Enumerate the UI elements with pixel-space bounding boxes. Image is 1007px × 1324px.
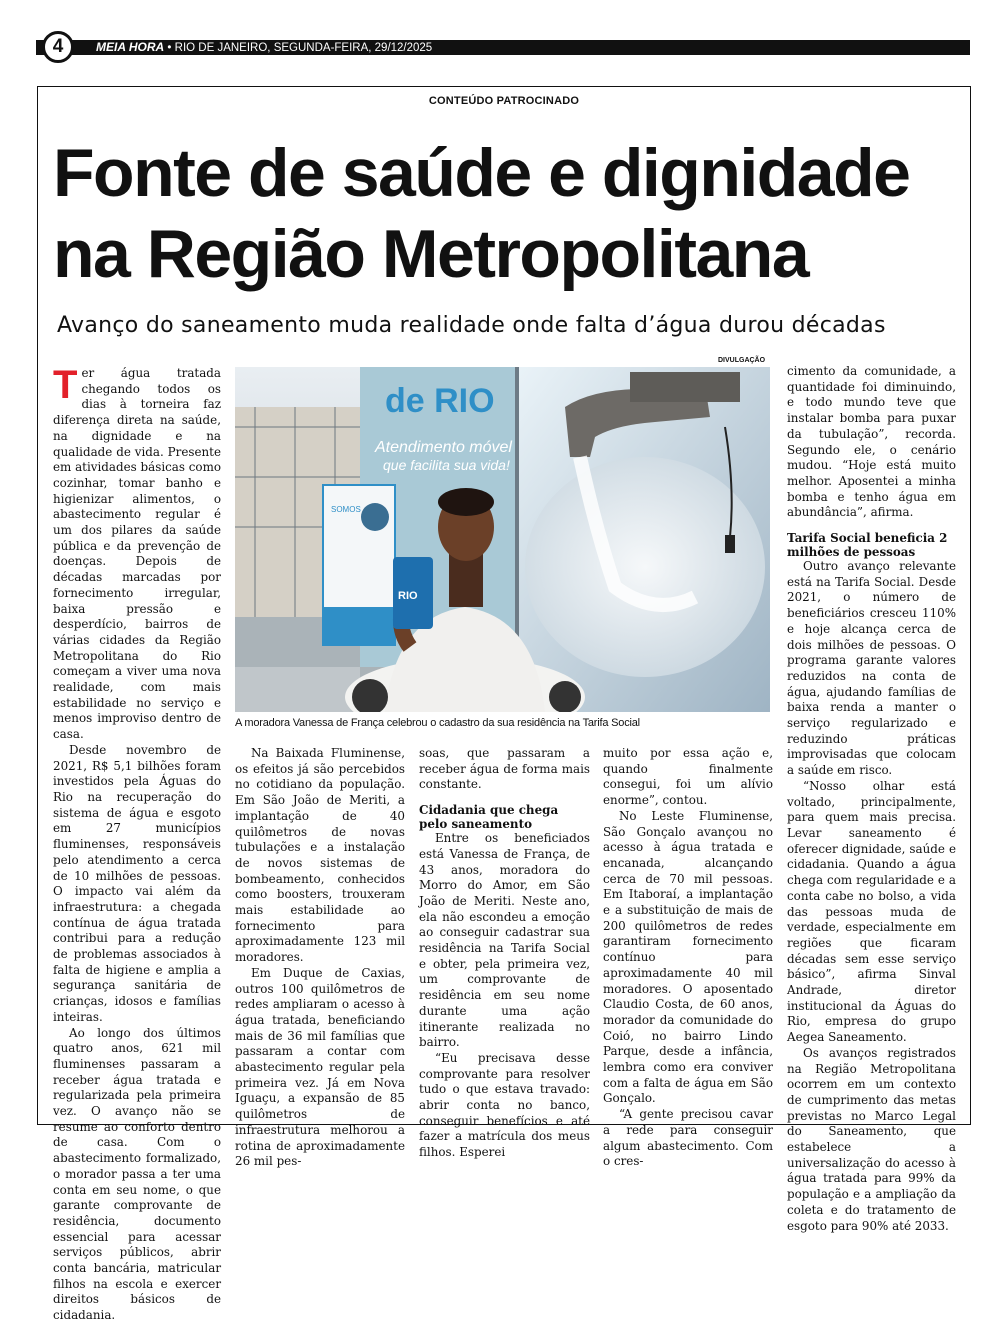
photo-caption: A moradora Vanessa de França celebrou o cadastro da sua residência na Tarifa Social — [235, 717, 640, 729]
column-2 — [235, 746, 405, 1170]
paragraph: Os avanços registrados na Região Metropolitana ocorrem em um contexto de cumprimento das metas previstas no Marco Legal do Saneamento, que estabelece a universalização do acesso à água tratada para 99% da população e a ampliação da coleta e do tratamento de esgoto para 90% até 2033. — [787, 1045, 956, 1233]
paragraph: Em Duque de Caxias, outros 100 quilômetros de redes ampliaram o acesso à água tratada, beneficiando mais de 36 mil famílias que passaram a contar com abastecimento regular pela primeira vez. Já em Nova Iguaçu, a expansão de 85 quilômetros de infraestrutura melhorou a rotina de aproximadamente 26 mil pes- — [235, 965, 405, 1169]
paragraph: No Leste Fluminense, São Gonçalo avançou no acesso à água tratada e encanada, alcançando cerca de 70 mil pessoas. Em Itaboraí, a implantação e a substituição de mais de 200 quilômetros de redes garantiram fornecimento contínuo para aproximadamente 40 mil moradores. O aposentado Claudio Costa, de 60 anos, morador da comunidade do Coió, no bairro Lindo Parque, desde a infância, lembra como era conviver com a falta de água em São Gonçalo. — [603, 808, 773, 1106]
headline — [53, 133, 958, 295]
column-3 — [419, 746, 590, 1161]
paragraph: “A gente precisou cavar a rede para conseguir algum abastecimento. Com o cres- — [603, 1107, 773, 1169]
paragraph: cimento da comunidade, a quantidade foi diminuindo, e todo mundo teve que instalar bomba para puxar da tubulação”, recorda. Segundo ele, o cenário mudou. “Hoje está muito melhor. Aposentei a minha bomba e tenho água em abundância”, afirma. — [787, 364, 956, 520]
photo-illustration — [235, 367, 770, 712]
photo-credit: DIVULGAÇÃO — [718, 357, 766, 364]
paragraph: Ter água tratada chegando todos os dias à torneira faz diferença direta na saúde, na dignidade e na qualidade de vida. Presente em atividades básicas como cozinhar, tomar banho e higienizar alimentos, o abastecimento regular é um dos pilares da saúde pública e da prevenção de doenças. Depois de décadas marcadas por fornecimento irregular, baixa pressão e desperdício, bairros de várias cidades da Região Metropolitana do Rio começam a viver uma nova realidade, com mais estabilidade no serviço e menos improviso dentro de casa. — [53, 363, 222, 742]
column-5 — [787, 364, 956, 1234]
paragraph: “Eu precisava desse comprovante para resolver tudo o que estava travado: abrir conta no banco, conseguir benefícios e até fazer a matrícula dos meus filhos. Esperei — [419, 1050, 590, 1160]
paragraph: soas, que passaram a receber água de forma mais constante. — [419, 746, 590, 792]
can-label: RIO — [398, 590, 418, 602]
masthead — [96, 40, 432, 55]
subheading: Cidadania que chega pelo saneamento — [419, 803, 559, 832]
truck-brand: de RIO — [385, 382, 495, 420]
dateline: • RIO DE JANEIRO, SEGUNDA-FEIRA, 29/12/2025 — [164, 42, 433, 54]
photo — [235, 367, 770, 712]
column-1 — [53, 363, 222, 1324]
banner-text: SOMOS — [331, 505, 361, 514]
paragraph: Entre os beneficiados está Vanessa de França, de 43 anos, moradora do Morro do Amor, em São João de Meriti. Neste ano, ela não escondeu a emoção ao conseguir cadastrar sua residência na Tarifa Social e obter, pela primeira vez, um comprovante de residência em seu nome durante uma ação itinerante realizada no bairro. — [419, 831, 590, 1050]
headline-line-2: na Região Metropolitana — [53, 216, 809, 292]
paragraph: Outro avanço relevante está na Tarifa Social. Desde 2021, o número de beneficiários cresceu 110% e hoje alcança cerca de dois milhões de pessoas. O programa garante valores reduzidos na conta de água, ajudando famílias de baixa renda a manter o serviço regularizado e reduzindo práticas improvisadas que colocam a saúde em risco. — [787, 559, 956, 778]
truck-slogan-2: que facilita sua vida! — [383, 457, 510, 473]
paragraph: Desde novembro de 2021, R$ 5,1 bilhões foram investidos pela Águas do Rio na recuperação do sistema de água e esgoto em 27 municípios fluminenses, responsáveis pelo atendimento a cerca de 10 milhões de pessoas. O impacto vai além da infraestrutura: a chegada contínua de água tratada contribui para a redução de problemas associados à falta de higiene e amplia a segurança sanitária de crianças, idosos e famílias inteiras. — [53, 742, 221, 1024]
paragraph: muito por essa ação e, quando finalmente consegui, foi um alívio enorme”, contou. — [603, 746, 773, 808]
subheading: Tarifa Social beneficia 2 milhões de pessoas — [787, 531, 948, 560]
paragraph: Ao longo dos últimos quatro anos, 621 mil fluminenses passaram a receber água tratada e regularizada pela primeira vez. O avanço não se resume ao conforto dentro de casa. Com o abastecimento formalizado, o morador passa a ter uma conta em seu nome, o que garante comprovante de residência, documento essencial para acessar serviços públicos, abrir conta bancária, matricular filhos na escola e exercer direitos básicos de cidadania. — [53, 1025, 221, 1323]
drop-cap: T — [53, 363, 78, 407]
paragraph: Na Baixada Fluminense, os efeitos já são percebidos no cotidiano da população. Em São João de Meriti, a implantação de 40 quilômetros de novas tubulações e a instalação de novos sistemas de bombeamento, conhecidos como boosters, trouxeram mais estabilidade ao fornecimento para aproximadamente 123 mil moradores. — [235, 746, 405, 965]
sponsored-kicker: CONTEÚDO PATROCINADO — [428, 95, 580, 107]
paper-name: MEIA HORA — [96, 40, 165, 54]
page-number: 4 — [42, 31, 74, 63]
headline-line-1: Fonte de saúde e dignidade — [53, 135, 910, 211]
deck: Avanço do saneamento muda realidade onde falta d’água durou décadas — [57, 313, 886, 338]
truck-slogan-1: Atendimento móvel — [375, 439, 512, 456]
column-4 — [603, 746, 773, 1170]
paragraph: “Nosso olhar está voltado, principalmente, para quem mais precisa. Levar saneamento é oferecer dignidade, saúde e cidadania. Quando a água chega com regularidade e a conta cabe no bolso, a vida das pessoas muda de verdade, especialmente em regiões que ficaram décadas sem esse serviço básico”, afirma Sinval Andrade, diretor institucional da Águas do Rio, empresa do grupo Aegea Saneamento. — [787, 778, 956, 1045]
